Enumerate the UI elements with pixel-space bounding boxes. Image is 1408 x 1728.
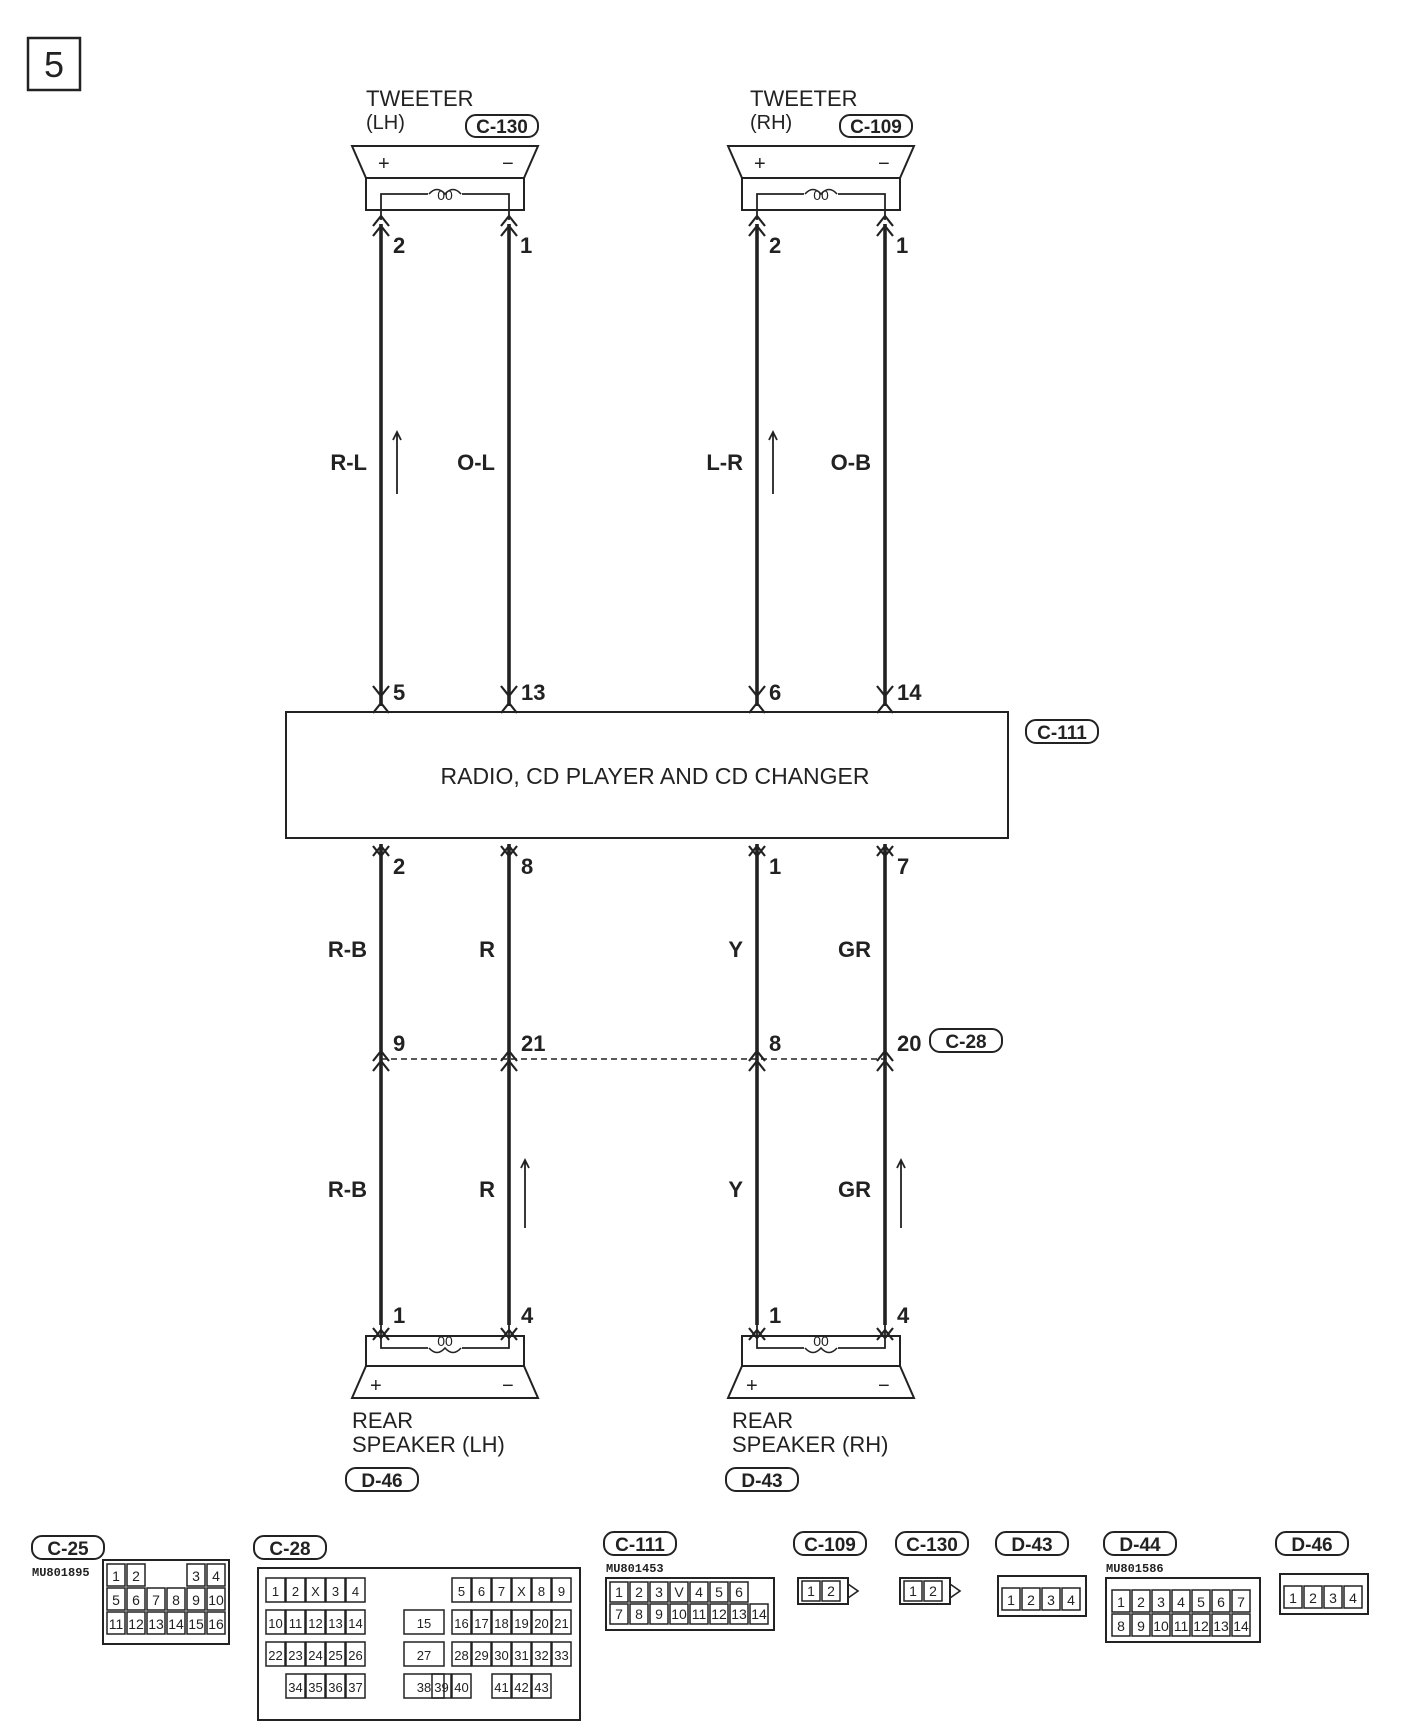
connector-pin-c28: 7 bbox=[497, 1584, 506, 1599]
signal-flow-arrow bbox=[393, 432, 401, 494]
connector-pin-c111: 5 bbox=[715, 1584, 723, 1600]
connector-pin-c28: 3 bbox=[331, 1584, 340, 1599]
connector-pin-c28: 35 bbox=[308, 1680, 323, 1695]
connector-pin-c25: 8 bbox=[172, 1592, 180, 1608]
connector-pin-c28: 8 bbox=[537, 1584, 546, 1599]
connector-pin-c109: 2 bbox=[827, 1583, 835, 1599]
rear-rh-side: SPEAKER (RH) bbox=[732, 1432, 889, 1457]
wire-color-label: R-B bbox=[327, 937, 367, 962]
connector-pin-c111: V bbox=[674, 1584, 684, 1600]
rear-lh-title: REAR bbox=[352, 1408, 414, 1433]
connector-pin-c25: 11 bbox=[108, 1616, 124, 1632]
connector-view-part-c25: MU801895 bbox=[32, 1566, 90, 1580]
connector-pin-c28: 23 bbox=[288, 1648, 303, 1663]
connector-pin-c111: 8 bbox=[635, 1606, 643, 1622]
svg-text:00: 00 bbox=[813, 187, 829, 203]
connector-pin-d44: 4 bbox=[1177, 1594, 1185, 1610]
connector-pin-c28: 42 bbox=[514, 1680, 529, 1695]
connector-pin-c111: 13 bbox=[731, 1606, 747, 1622]
speaker-pin-number: 1 bbox=[393, 1303, 406, 1328]
page-number: 5 bbox=[43, 44, 65, 85]
wire-color-label: Y bbox=[728, 1177, 743, 1202]
rear-rh-title: REAR bbox=[732, 1408, 794, 1433]
connector-pin-d44: 13 bbox=[1213, 1618, 1229, 1634]
unit-pin-number: 7 bbox=[897, 854, 910, 879]
tweeter-lh-title: TWEETER bbox=[366, 86, 474, 111]
connector-pin-c111: 2 bbox=[635, 1584, 643, 1600]
connector-pin-c25: 15 bbox=[188, 1616, 204, 1632]
connector-pin-c25: 12 bbox=[128, 1616, 144, 1632]
connector-pin-c111: 6 bbox=[735, 1584, 743, 1600]
unit-pin-number: 2 bbox=[393, 854, 406, 879]
svg-text:00: 00 bbox=[437, 187, 453, 203]
connector-pin-c28: 2 bbox=[291, 1584, 300, 1599]
signal-flow-arrow bbox=[521, 1160, 529, 1228]
connector-pin-c28: 13 bbox=[328, 1616, 343, 1631]
connector-view-name-d44: D-44 bbox=[1119, 1535, 1161, 1556]
tweeter-lh-plus: + bbox=[378, 153, 390, 175]
tweeter-lh-minus: − bbox=[502, 153, 514, 175]
connector-pin-c28: 16 bbox=[454, 1616, 469, 1631]
connector-pin-d43: 4 bbox=[1067, 1592, 1075, 1608]
connector-pin-c28: 9 bbox=[557, 1584, 566, 1599]
wire-color-label: R bbox=[479, 1177, 495, 1202]
connector-view-name-d43: D-43 bbox=[1011, 1535, 1053, 1556]
connector-pin-c28: 11 bbox=[288, 1616, 303, 1631]
connector-pin-c28: 24 bbox=[308, 1648, 323, 1663]
connector-view-part-c111: MU801453 bbox=[606, 1562, 664, 1576]
connector-pin-c25: 7 bbox=[152, 1592, 160, 1608]
svg-text:00: 00 bbox=[437, 1333, 453, 1349]
wire-color-label: R-B bbox=[327, 1177, 367, 1202]
connector-pin-d43: 1 bbox=[1007, 1592, 1015, 1608]
connector-pin-c109: 1 bbox=[807, 1583, 815, 1599]
connector-view-c25 bbox=[32, 1536, 229, 1644]
connector-view-name-c130: C-130 bbox=[906, 1535, 958, 1556]
connector-pin-c111: 1 bbox=[615, 1584, 623, 1600]
wire-color-label: GR bbox=[838, 1177, 871, 1202]
connector-pin-c130: 2 bbox=[929, 1583, 937, 1599]
tweeter-rh bbox=[728, 86, 914, 220]
connector-pin-c28: 41 bbox=[494, 1680, 509, 1695]
wire-color-label: O-B bbox=[830, 450, 871, 475]
connector-pin-c28: 37 bbox=[348, 1680, 363, 1695]
connector-pin-d43: 3 bbox=[1047, 1592, 1055, 1608]
svg-text:00: 00 bbox=[813, 1333, 829, 1349]
connector-view-c109 bbox=[794, 1532, 866, 1604]
connector-pin-d46: 2 bbox=[1309, 1590, 1317, 1606]
connector-pin-c28: 26 bbox=[348, 1648, 363, 1663]
connector-pin-c28: 21 bbox=[554, 1616, 569, 1631]
tweeter-lh-connector: C-130 bbox=[476, 117, 528, 138]
tweeter-rh-title: TWEETER bbox=[750, 86, 858, 111]
signal-flow-arrow bbox=[769, 432, 777, 494]
wire-color-label: R bbox=[479, 937, 495, 962]
connector-pin-c28: 19 bbox=[514, 1616, 529, 1631]
page-marker bbox=[28, 38, 80, 90]
connector-view-c130 bbox=[896, 1532, 968, 1604]
radio-unit bbox=[286, 712, 1098, 838]
connector-pin-c28: X bbox=[311, 1584, 320, 1599]
tweeter-rh-side: (RH) bbox=[750, 112, 793, 134]
connector-pin-d44: 5 bbox=[1197, 1594, 1205, 1610]
connector-pin-c28: 38 bbox=[416, 1680, 432, 1695]
signal-flow-arrow bbox=[897, 1160, 905, 1228]
connector-pin-c28: 39 bbox=[434, 1680, 449, 1695]
unit-pin-number: 13 bbox=[521, 680, 546, 705]
unit-pin-number: 6 bbox=[769, 680, 782, 705]
tweeter-lh-side: (LH) bbox=[366, 112, 405, 134]
connector-pin-d44: 3 bbox=[1157, 1594, 1165, 1610]
connector-pin-d44: 6 bbox=[1217, 1594, 1225, 1610]
connector-pin-d44: 9 bbox=[1137, 1618, 1145, 1634]
connector-pin-c111: 14 bbox=[751, 1606, 767, 1622]
rear-lh-plus: + bbox=[370, 1375, 382, 1397]
speaker-pin-number: 4 bbox=[897, 1303, 910, 1328]
junction-pin-number: 20 bbox=[897, 1031, 922, 1056]
connector-pin-d46: 4 bbox=[1349, 1590, 1357, 1606]
connector-pin-c111: 10 bbox=[671, 1606, 687, 1622]
tweeter-lh bbox=[352, 86, 538, 220]
connector-pin-c28: 18 bbox=[494, 1616, 509, 1631]
tweeter-rh-pin-plus: 2 bbox=[769, 233, 782, 258]
rear-lh-side: SPEAKER (LH) bbox=[352, 1432, 505, 1457]
connector-pin-c28: 29 bbox=[474, 1648, 489, 1663]
connector-pin-c25: 13 bbox=[148, 1616, 164, 1632]
connector-pin-c28: 10 bbox=[268, 1616, 283, 1631]
radio-unit-label: RADIO, CD PLAYER AND CD CHANGER bbox=[440, 763, 870, 789]
unit-pin-number: 8 bbox=[521, 854, 534, 879]
rear-lh-connector: D-46 bbox=[361, 1471, 403, 1492]
connector-view-name-c109: C-109 bbox=[804, 1535, 856, 1556]
connector-pin-d44: 14 bbox=[1233, 1618, 1249, 1634]
connector-view-c28 bbox=[254, 1536, 580, 1720]
connector-pin-c28: X bbox=[517, 1584, 526, 1599]
rear-lh-minus: − bbox=[502, 1375, 514, 1397]
connector-pin-d46: 3 bbox=[1329, 1590, 1337, 1606]
rear-speaker-rh bbox=[726, 1325, 914, 1492]
connector-pin-c25: 6 bbox=[132, 1592, 140, 1608]
connector-view-d43 bbox=[996, 1532, 1086, 1616]
speaker-pin-number: 4 bbox=[521, 1303, 534, 1328]
radio-unit-connector: C-111 bbox=[1037, 723, 1087, 744]
connector-pin-d44: 12 bbox=[1193, 1618, 1209, 1634]
junction-pin-number: 21 bbox=[521, 1031, 546, 1056]
connector-pin-c25: 2 bbox=[132, 1568, 140, 1584]
connector-pin-c111: 4 bbox=[695, 1584, 703, 1600]
connector-pin-c25: 9 bbox=[192, 1592, 200, 1608]
connector-pin-d46: 1 bbox=[1289, 1590, 1297, 1606]
tweeter-rh-plus: + bbox=[754, 153, 766, 175]
connector-pin-c28: 34 bbox=[288, 1680, 303, 1695]
connector-pin-c28: 32 bbox=[534, 1648, 549, 1663]
wire-color-label: Y bbox=[728, 937, 743, 962]
connector-pin-c25: 3 bbox=[192, 1568, 200, 1584]
connector-view-name-c25: C-25 bbox=[47, 1539, 89, 1560]
connector-pin-d43: 2 bbox=[1027, 1592, 1035, 1608]
connector-pin-d44: 1 bbox=[1117, 1594, 1125, 1610]
unit-pin-number: 5 bbox=[393, 680, 406, 705]
connector-pin-c28: 31 bbox=[514, 1648, 529, 1663]
lower-wires bbox=[328, 844, 922, 1340]
connector-pin-c28: 28 bbox=[454, 1648, 469, 1663]
connector-pin-c111: 7 bbox=[615, 1606, 623, 1622]
wire-color-label: GR bbox=[838, 937, 871, 962]
connector-pin-c130: 1 bbox=[909, 1583, 917, 1599]
connector-view-name-c111: C-111 bbox=[615, 1535, 665, 1556]
connector-view-d44 bbox=[1104, 1532, 1260, 1642]
connector-pin-c25: 16 bbox=[208, 1616, 224, 1632]
connector-pin-c111: 9 bbox=[655, 1606, 663, 1622]
unit-pin-number: 1 bbox=[769, 854, 782, 879]
connector-pin-c25: 1 bbox=[112, 1568, 120, 1584]
connector-pin-c28: 20 bbox=[534, 1616, 549, 1631]
connector-pin-c28: 43 bbox=[534, 1680, 549, 1695]
rear-speaker-lh bbox=[346, 1325, 538, 1492]
rear-rh-connector: D-43 bbox=[741, 1471, 783, 1492]
tweeter-rh-pin-minus: 1 bbox=[896, 233, 909, 258]
rear-rh-minus: − bbox=[878, 1375, 890, 1397]
connector-view-d46 bbox=[1276, 1532, 1368, 1614]
connector-pin-d44: 10 bbox=[1153, 1618, 1169, 1634]
connector-pin-d44: 2 bbox=[1137, 1594, 1145, 1610]
tweeter-rh-connector: C-109 bbox=[850, 117, 902, 138]
connector-pin-c111: 3 bbox=[655, 1584, 663, 1600]
connector-pin-c28: 1 bbox=[271, 1584, 280, 1599]
connector-views bbox=[32, 1532, 1368, 1720]
connector-pin-c25: 10 bbox=[208, 1592, 224, 1608]
connector-pin-c28: 40 bbox=[454, 1680, 469, 1695]
connector-view-name-d46: D-46 bbox=[1291, 1535, 1333, 1556]
connector-pin-c28: 15 bbox=[416, 1616, 432, 1631]
connector-pin-c28: 4 bbox=[351, 1584, 360, 1599]
connector-pin-c28: 6 bbox=[477, 1584, 486, 1599]
connector-pin-d44: 7 bbox=[1237, 1594, 1245, 1610]
connector-pin-c28: 12 bbox=[308, 1616, 323, 1631]
tweeter-lh-pin-plus: 2 bbox=[393, 233, 406, 258]
connector-pin-c25: 4 bbox=[212, 1568, 220, 1584]
connector-pin-c25: 5 bbox=[112, 1592, 120, 1608]
connector-pin-c28: 22 bbox=[268, 1648, 283, 1663]
connector-pin-d44: 8 bbox=[1117, 1618, 1125, 1634]
connector-pin-d44: 11 bbox=[1173, 1618, 1189, 1634]
connector-pin-c111: 11 bbox=[691, 1606, 707, 1622]
connector-pin-c111: 12 bbox=[711, 1606, 727, 1622]
connector-pin-c28: 30 bbox=[494, 1648, 509, 1663]
junction-pin-number: 8 bbox=[769, 1031, 782, 1056]
connector-view-c111 bbox=[604, 1532, 774, 1630]
connector-pin-c28: 25 bbox=[328, 1648, 343, 1663]
connector-pin-c28: 17 bbox=[474, 1616, 489, 1631]
wire-color-label: O-L bbox=[457, 450, 495, 475]
connector-pin-c28: 5 bbox=[457, 1584, 466, 1599]
connector-pin-c28: 27 bbox=[416, 1648, 432, 1663]
tweeter-lh-pin-minus: 1 bbox=[520, 233, 533, 258]
junction-pin-number: 9 bbox=[393, 1031, 406, 1056]
connector-pin-c25: 14 bbox=[168, 1616, 184, 1632]
junction-connector: C-28 bbox=[945, 1032, 987, 1053]
unit-pin-number: 14 bbox=[897, 680, 922, 705]
rear-rh-plus: + bbox=[746, 1375, 758, 1397]
connector-pin-c28: 36 bbox=[328, 1680, 343, 1695]
connector-pin-c28: 14 bbox=[348, 1616, 363, 1631]
connector-view-part-d44: MU801586 bbox=[1106, 1562, 1164, 1576]
tweeter-rh-minus: − bbox=[878, 153, 890, 175]
connector-view-name-c28: C-28 bbox=[269, 1539, 311, 1560]
upper-wires bbox=[330, 216, 922, 713]
connector-pin-c28: 33 bbox=[554, 1648, 569, 1663]
speaker-pin-number: 1 bbox=[769, 1303, 782, 1328]
wire-color-label: R-L bbox=[330, 450, 367, 475]
wire-color-label: L-R bbox=[706, 450, 743, 475]
